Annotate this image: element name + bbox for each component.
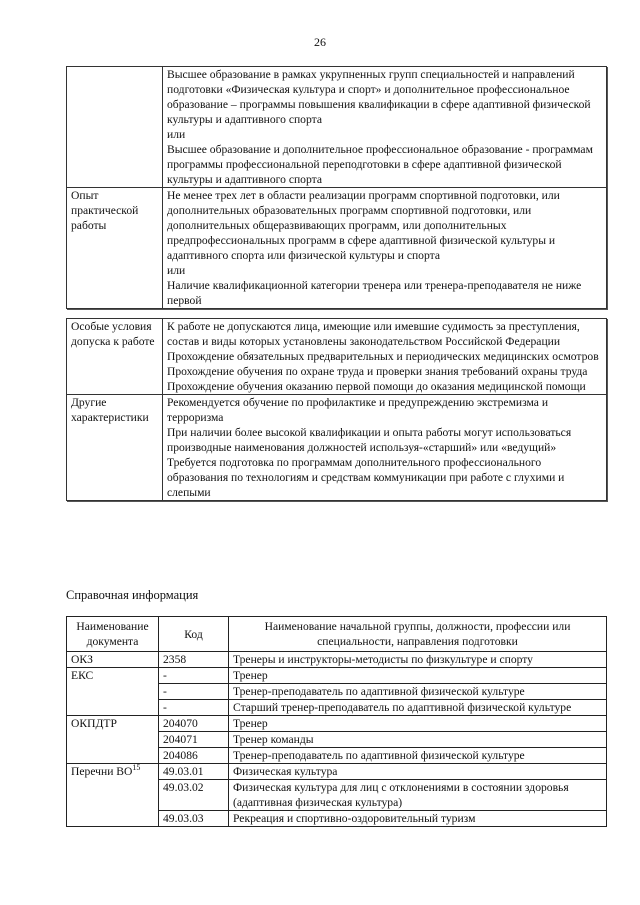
content-line: Прохождение обучения по охране труда и проверки знания требований охраны труда (167, 365, 588, 378)
code-cell: 204070 (159, 716, 229, 732)
reference-row (67, 652, 607, 668)
row-label (67, 67, 163, 188)
reference-row (67, 716, 607, 732)
content-line: Прохождение обязательных предварительных и периодических медицинских осмотров (167, 350, 599, 363)
document-name: Перечни ВО (71, 765, 133, 778)
title-cell: Физическая культура для лиц с отклонениями в состоянии здоровья (адаптивная физическая культура) (229, 780, 607, 811)
code-cell: - (159, 700, 229, 716)
title-cell: Тренер-преподаватель по адаптивной физической культуре (229, 748, 607, 764)
qualification-table (66, 66, 607, 309)
qualification_table-row (67, 188, 607, 309)
code-cell: 204086 (159, 748, 229, 764)
row-label: Особые условия допуска к работе (67, 319, 163, 395)
title-cell: Тренеры и инструкторы-методисты по физкультуре и спорту (229, 652, 607, 668)
document-name: ЕКС (71, 669, 94, 682)
code-cell: - (159, 684, 229, 700)
conditions_table-row (67, 319, 607, 395)
row-content (163, 67, 607, 188)
reference-row (67, 764, 607, 780)
content-line: Не менее трех лет в области реализации программ спортивной подготовки, или дополнительных образовательных программ спортивной подготовки, или дополнительных общеразвивающих программ, или дополнительных предпрофессиональных программ в сфере адаптивной физической культуры и адаптивного спорта или физической культуры и спорта (167, 189, 560, 262)
reference-table (66, 616, 607, 827)
row-content (163, 188, 607, 309)
title-cell: Тренер (229, 668, 607, 684)
code-cell: 49.03.01 (159, 764, 229, 780)
content-line: Рекомендуется обучение по профилактике и предупреждению экстремизма и терроризма (167, 396, 549, 424)
content-line: или (167, 264, 186, 277)
code-cell: 49.03.02 (159, 780, 229, 811)
title-cell: Тренер-преподаватель по адаптивной физической культуре (229, 684, 607, 700)
conditions-table (66, 318, 607, 501)
code-cell: - (159, 668, 229, 684)
footnote-marker: 15 (132, 763, 141, 773)
title-cell: Тренер команды (229, 732, 607, 748)
header-document-name: Наименование документа (67, 617, 159, 652)
header-code: Код (159, 617, 229, 652)
title-cell: Старший тренер-преподаватель по адаптивной физической культуре (229, 700, 607, 716)
page-number: 26 (314, 35, 326, 49)
content-line: или (167, 128, 186, 141)
header-title-name: Наименование начальной группы, должности, профессии или специальности, направления подготовки (229, 617, 607, 652)
document-name: ОКПДТР (71, 717, 117, 730)
document-name-cell (67, 764, 159, 827)
qualification_table-row (67, 67, 607, 188)
content-line: К работе не допускаются лица, имеющие или имевшие судимость за преступления, состав и виды которых установлены законодательством Российской Федерации (167, 320, 580, 348)
content-line: Наличие квалификационной категории тренера или тренера-преподавателя не ниже первой (167, 279, 582, 307)
document-name-cell (67, 652, 159, 668)
content-line: При наличии более высокой квалификации и опыта работы могут использоваться производные наименования должностей используя-«старший» или «ведущий» (167, 426, 572, 454)
code-cell: 49.03.03 (159, 811, 229, 827)
title-cell: Рекреация и спортивно-оздоровительный туризм (229, 811, 607, 827)
document-name-cell (67, 716, 159, 764)
row-label: Опыт практической работы (67, 188, 163, 309)
row-label: Другие характеристики (67, 395, 163, 501)
reference-title: Справочная информация (66, 588, 199, 602)
title-cell: Тренер (229, 716, 607, 732)
reference-header-row (67, 617, 607, 652)
content-line: Высшее образование в рамках укрупненных групп специальностей и направлений подготовки «Физическая культура и спорт» и дополнительное профессиональное образование – программы повышения квалификации в сфере адаптивной физической культуры и адаптивного спорта (167, 68, 591, 126)
content-line: Высшее образование и дополнительное профессиональное образование - программам программы профессиональной переподготовки в сфере адаптивной физической культуры и адаптивного спорта (167, 143, 593, 186)
content-line: Прохождение обучения оказанию первой помощи до оказания медицинской помощи (167, 380, 586, 393)
title-cell: Физическая культура (229, 764, 607, 780)
code-cell: 2358 (159, 652, 229, 668)
conditions_table-row (67, 395, 607, 501)
row-content (163, 395, 607, 501)
code-cell: 204071 (159, 732, 229, 748)
document-name-cell (67, 668, 159, 716)
document-name: ОКЗ (71, 653, 93, 666)
row-content (163, 319, 607, 395)
reference-row (67, 668, 607, 684)
content-line: Требуется подготовка по программам дополнительного профессионального образования по технологиям и средствам коммуникации при работе с глухими и слепыми (167, 456, 565, 499)
